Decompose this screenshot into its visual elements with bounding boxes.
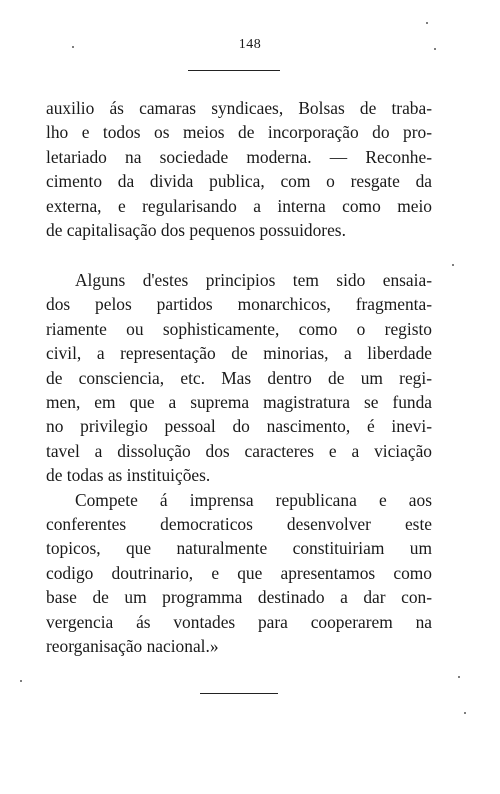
text-line: cimento da divida publica, com o resgate da <box>46 171 432 192</box>
bottom-rule <box>200 693 278 694</box>
text-line: letariado na sociedade moderna. — Reconhe- <box>46 146 432 167</box>
text-line: civil, a representação de minorias, a liberdade <box>46 343 432 364</box>
text-line: lho e todos os meios de incorporação do pro- <box>46 122 432 143</box>
text-line: conferentes democraticos desenvolver este <box>46 514 432 535</box>
paper-speck <box>426 22 428 24</box>
page-number: 148 <box>238 37 262 52</box>
text-line: codigo doutrinario, e que apresentamos como <box>46 562 432 583</box>
text-line: topicos, que naturalmente constituiriam um <box>46 538 432 559</box>
text-line: de consciencia, etc. Mas dentro de um regi- <box>46 367 432 388</box>
text-line: reorganisação nacional.» <box>46 636 219 657</box>
text-line: de capitalisação dos pequenos possuidores. <box>46 220 346 241</box>
text-line: men, em que a suprema magistratura se funda <box>46 392 432 413</box>
text-line: no privilegio pessoal do nascimento, é inevi- <box>46 416 432 437</box>
top-rule <box>188 70 280 71</box>
paragraph-1 <box>46 96 432 242</box>
text-line: auxilio ás camaras syndicaes, Bolsas de traba- <box>46 98 432 118</box>
paper-speck <box>434 48 436 50</box>
text-line: de todas as instituições. <box>46 465 211 486</box>
paper-speck <box>72 46 74 48</box>
text-line: base de um programma destinado a dar con- <box>46 587 432 608</box>
text-line: Alguns d'estes principios tem sido ensaia- <box>75 270 432 290</box>
paper-speck <box>464 712 466 714</box>
paper-speck <box>452 264 454 266</box>
text-line: tavel a dissolução dos caracteres e a viciação <box>46 440 432 461</box>
text-line: Compete á imprensa republicana e aos <box>75 489 432 510</box>
paper-speck <box>458 676 460 678</box>
text-line: externa, e regularisando a interna como meio <box>46 195 432 216</box>
paragraph-2 <box>46 268 432 659</box>
text-line: vergencia ás vontades para cooperarem na <box>46 611 432 632</box>
text-line: riamente ou sophisticamente, como o registo <box>46 318 432 339</box>
paper-speck <box>20 680 22 682</box>
text-line: dos pelos partidos monarchicos, fragmenta- <box>46 294 432 315</box>
